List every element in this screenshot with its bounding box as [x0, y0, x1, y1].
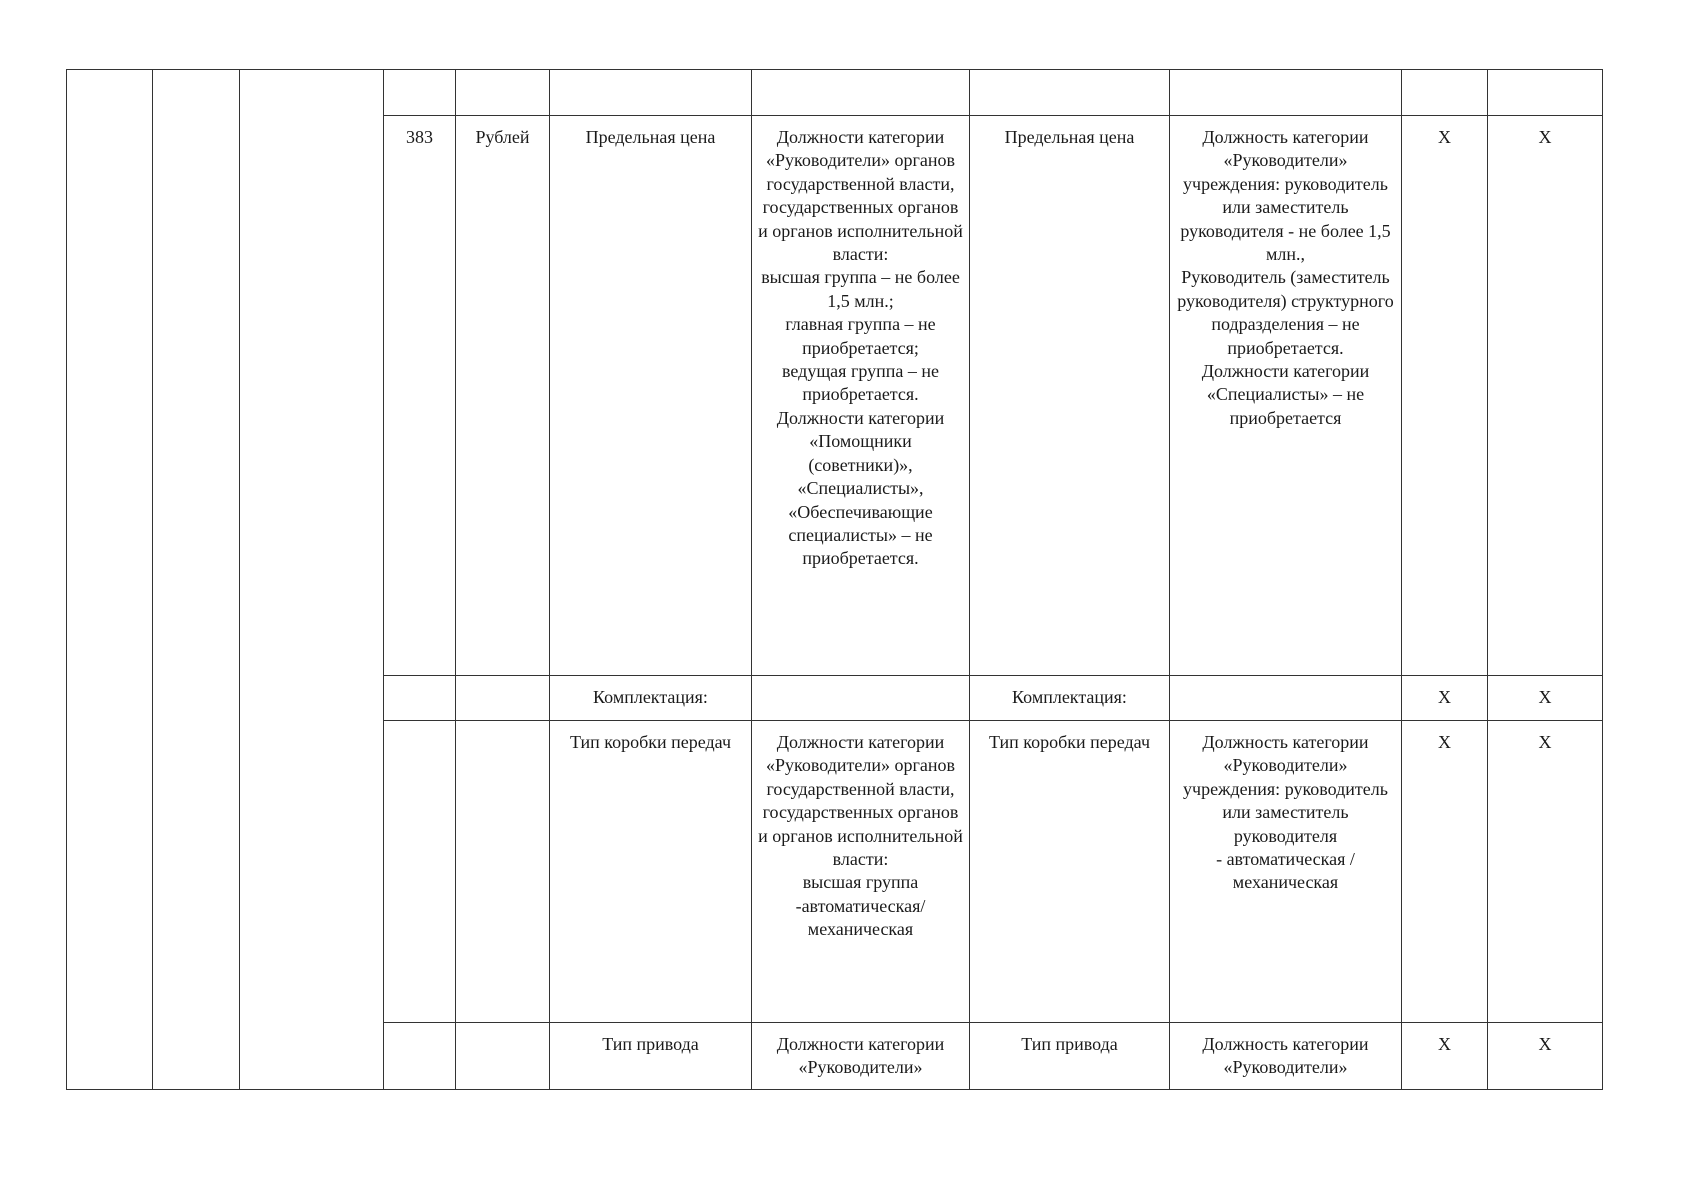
- code-cell: 383: [384, 116, 456, 676]
- code-cell: [384, 721, 456, 1023]
- merged-empty-cell-1: [67, 70, 153, 1090]
- table-cell: [550, 70, 752, 116]
- requirements-table: [66, 69, 1603, 1090]
- characteristic-cell: Предельная цена: [970, 116, 1170, 676]
- unit-cell: Рублей: [456, 116, 550, 676]
- unit-cell: [456, 721, 550, 1023]
- x-mark-cell: X: [1402, 116, 1488, 676]
- x-mark-cell: X: [1402, 1023, 1488, 1090]
- value-cell: Должность категории «Руководители» учреждения: руководитель или заместитель руководителя - автоматическая /механическая: [1170, 721, 1402, 1023]
- x-mark-cell: X: [1402, 676, 1488, 721]
- table-cell: [384, 70, 456, 116]
- value-cell: [1170, 676, 1402, 721]
- value-cell: Должности категории «Руководители» органов государственной власти, государственных органов и органов исполнительной власти: высшая группа -автоматическая/ механическая: [752, 721, 970, 1023]
- table-cell: [1170, 70, 1402, 116]
- merged-empty-cell-2: [153, 70, 240, 1090]
- unit-cell: [456, 676, 550, 721]
- table-cell: [1402, 70, 1488, 116]
- merged-empty-cell-3: [240, 70, 384, 1090]
- value-cell: Должности категории «Руководители» органов государственной власти, государственных органов и органов исполнительной власти: высшая группа – не более 1,5 млн.; главная группа – не приобретается; ведущая группа – не приобретается. Должности категории «Помощники (советники)», «Специалисты», «Обеспечивающие специалисты» – не приобретается.: [752, 116, 970, 676]
- value-cell: Должность категории «Руководители»: [1170, 1023, 1402, 1090]
- table-row: [67, 70, 1603, 116]
- x-mark-cell: X: [1402, 721, 1488, 1023]
- characteristic-cell: Тип привода: [970, 1023, 1170, 1090]
- characteristic-cell: Тип привода: [550, 1023, 752, 1090]
- value-cell: [752, 676, 970, 721]
- value-cell: Должности категории «Руководители»: [752, 1023, 970, 1090]
- characteristic-cell: Тип коробки передач: [550, 721, 752, 1023]
- table-cell: [970, 70, 1170, 116]
- unit-cell: [456, 1023, 550, 1090]
- table-cell: [1488, 70, 1603, 116]
- code-cell: [384, 1023, 456, 1090]
- characteristic-cell: Предельная цена: [550, 116, 752, 676]
- characteristic-cell: Комплектация:: [550, 676, 752, 721]
- value-cell: Должность категории «Руководители» учреждения: руководитель или заместитель руководителя - не более 1,5 млн., Руководитель (заместитель руководителя) структурного подразделения – не приобретается. Должности категории «Специалисты» – не приобретается: [1170, 116, 1402, 676]
- x-mark-cell: X: [1488, 116, 1603, 676]
- characteristic-cell: Тип коробки передач: [970, 721, 1170, 1023]
- table-cell: [752, 70, 970, 116]
- x-mark-cell: X: [1488, 676, 1603, 721]
- x-mark-cell: X: [1488, 721, 1603, 1023]
- table-cell: [456, 70, 550, 116]
- characteristic-cell: Комплектация:: [970, 676, 1170, 721]
- x-mark-cell: X: [1488, 1023, 1603, 1090]
- code-cell: [384, 676, 456, 721]
